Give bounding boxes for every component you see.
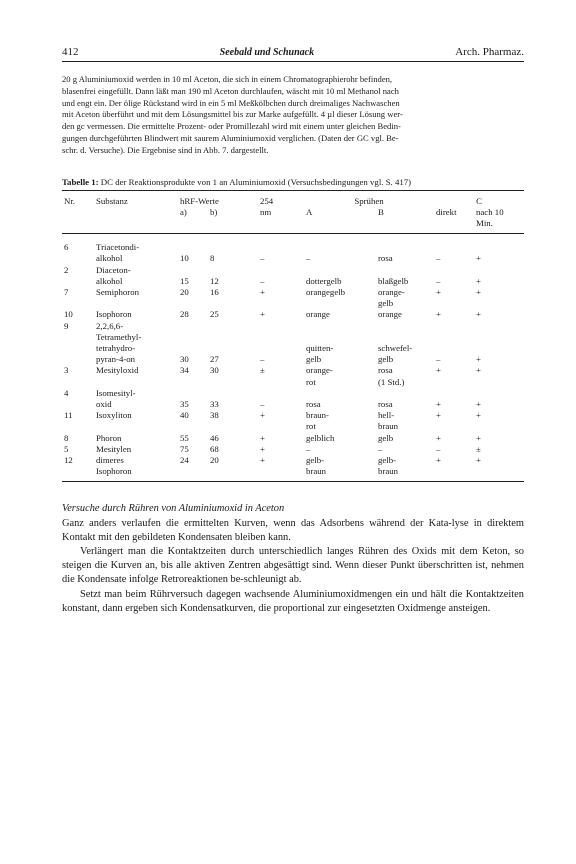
intro-line: gungen durchgeführten Blindwert mit saurem Aluminiumoxid verglichen. (Daten der GC vgl. Be- (62, 132, 399, 143)
intro-line: blasenfrei eingefüllt. Dann läßt man 190 ml Aceton durchlaufen, wäscht mit 10 ml Methanol nach (62, 85, 399, 96)
table-row (62, 365, 524, 376)
cell-spray-b (376, 388, 434, 399)
cell-c-direkt (434, 388, 474, 399)
cell-hrf-b (208, 332, 258, 343)
cell-hrf-b: 12 (210, 275, 219, 286)
cell-hrf-a (178, 421, 208, 432)
cell-hrf-a: 20 (180, 287, 189, 297)
cell-spray-a: braun (304, 466, 376, 482)
cell-spray-b: gelb (378, 432, 394, 443)
cell-c-direkt: – (436, 354, 441, 365)
table-row (62, 253, 524, 264)
cell-c-direkt (434, 298, 474, 309)
col-header-b: b) (208, 207, 258, 234)
cell-254nm: + (260, 410, 265, 421)
cell-c-nach: + (476, 287, 481, 297)
cell-spray-b (376, 332, 434, 343)
cell-c-nach (474, 265, 524, 276)
intro-paragraph (62, 74, 524, 157)
cell-c-direkt: + (436, 399, 441, 410)
cell-nr: 6 (64, 242, 69, 253)
cell-hrf-a (178, 321, 208, 332)
cell-c-nach: + (476, 253, 481, 264)
cell-spray-a: orange- (306, 365, 333, 376)
cell-spray-b: braun (378, 421, 399, 432)
cell-spray-b: orange (378, 309, 402, 320)
table-row (62, 332, 524, 343)
cell-c-nach: + (476, 410, 481, 421)
cell-hrf-b: 27 (210, 354, 219, 365)
table-row (62, 354, 524, 365)
cell-c-nach (474, 242, 524, 253)
cell-c-direkt (434, 343, 474, 354)
section-paragraph: Verlängert man die Kontaktzeiten durch unterschiedlich langes Rühren des Oxids mit dem Keton, so steigen die Kurven an, bis alle aktiven Zentren abgesättigt sind. Wenn dieser Punkt überschritten ist, nehmen die Kondensate infolge Retroreaktionen be-schleunigt ab. (62, 546, 524, 586)
cell-hrf-b: 16 (210, 287, 219, 297)
cell-c-direkt (434, 377, 474, 388)
cell-nr: 3 (64, 365, 69, 376)
cell-hrf-b: 20 (210, 455, 219, 466)
cell-c-direkt (434, 321, 474, 332)
cell-hrf-a: 75 (180, 443, 189, 454)
cell-spray-b: braun (376, 466, 434, 482)
cell-hrf-a: 28 (180, 309, 189, 320)
col-header-substanz: Substanz (94, 190, 178, 207)
cell-254nm: – (260, 253, 265, 264)
cell-c-nach (474, 321, 524, 332)
cell-hrf-a: 30 (180, 354, 189, 365)
cell-254nm: + (260, 443, 265, 454)
cell-spray-b: orange- (378, 287, 405, 297)
section-title: Versuche durch Rühren von Aluminiumoxid in Aceton (62, 503, 285, 515)
col-header-c: C (434, 190, 524, 207)
cell-spray-a: rot (306, 421, 316, 432)
cell-c-nach: + (476, 365, 481, 376)
section-paragraph: Setzt man beim Rührversuch dagegen wachsende Aluminiumoxidmengen ein und hält die Kontaktzeiten konstant, dann ergeben sich Kondensatkurven, die proportional zur eingesetzten Oxidmenge ansteigen. (62, 588, 524, 614)
cell-spray-b: gelb- (378, 455, 397, 466)
cell-substanz: Diaceton- (96, 264, 131, 275)
cell-hrf-b: 46 (210, 432, 219, 443)
cell-hrf-b (208, 242, 258, 253)
cell-hrf-a: 35 (180, 399, 189, 410)
cell-nr (62, 298, 94, 309)
cell-hrf-b (208, 377, 258, 388)
intro-line: und engt ein. Der ölige Rückstand wird in ein 5 ml Meßkölbchen durch dreimaliges Nachwaschen (62, 97, 400, 108)
intro-line: mit Aceton überführt und mit dem Lösungsmittel bis zur Marke aufgefüllt. 4 µl dieser Lösung wer- (62, 109, 403, 120)
cell-spray-a: – (306, 443, 311, 454)
page (62, 46, 524, 616)
cell-hrf-b (208, 321, 258, 332)
cell-spray-a: braun- (306, 410, 329, 421)
cell-spray-a (304, 242, 376, 253)
cell-substanz (94, 421, 178, 432)
cell-c-nach: ± (476, 443, 481, 454)
cell-spray-a (304, 388, 376, 399)
cell-substanz: Isoxyliton (96, 410, 132, 421)
intro-line: 20 g Aluminiumoxid werden in 10 ml Aceton, die sich in einem Chromatographierohr befinden, (62, 74, 393, 84)
cell-254nm (258, 265, 304, 276)
cell-nr: 12 (64, 455, 73, 466)
table-header-row (62, 190, 524, 207)
table-row (62, 343, 524, 354)
cell-c-nach: + (476, 455, 481, 466)
cell-spray-a: orangegelb (306, 287, 346, 297)
table-caption-text: DC der Reaktionsprodukte von 1 an Aluminiumoxid (Versuchsbedingungen vgl. S. 417) (100, 176, 412, 187)
table-row (62, 287, 524, 298)
cell-hrf-a (178, 388, 208, 399)
cell-hrf-b: 38 (210, 410, 219, 421)
cell-hrf-b: 68 (210, 443, 219, 454)
cell-c-direkt: + (436, 365, 441, 376)
cell-substanz: 2,2,6,6- (96, 320, 124, 331)
table-row (62, 455, 524, 466)
cell-c-direkt (434, 242, 474, 253)
cell-254nm: + (260, 455, 265, 466)
cell-spray-a (304, 298, 376, 309)
cell-254nm (258, 466, 304, 482)
table-row (62, 433, 524, 444)
cell-substanz: Tetramethyl- (96, 331, 142, 342)
table-row (62, 444, 524, 455)
cell-254nm (258, 242, 304, 253)
cell-c-direkt (434, 265, 474, 276)
cell-spray-b: rosa (378, 253, 393, 264)
table-caption-label: Tabelle 1: (62, 176, 99, 187)
cell-nr: 10 (64, 309, 73, 320)
table-caption (62, 177, 524, 190)
cell-nr: 8 (64, 432, 69, 443)
table-row (62, 309, 524, 320)
cell-substanz: pyran-4-on (96, 354, 136, 365)
cell-254nm (258, 421, 304, 432)
cell-hrf-b: 33 (210, 399, 219, 410)
cell-spray-a: rot (306, 376, 316, 387)
cell-hrf-a: 10 (180, 253, 189, 264)
cell-254nm: + (260, 432, 265, 443)
cell-nr (62, 332, 94, 343)
cell-spray-b (376, 321, 434, 332)
cell-c-direkt (434, 421, 474, 432)
table-row (62, 399, 524, 410)
running-authors: Seebald und Schunack (219, 47, 315, 58)
cell-hrf-a (178, 242, 208, 253)
cell-substanz: dimeres (96, 455, 124, 466)
cell-spray-b: rosa (378, 365, 393, 376)
cell-nr (62, 343, 94, 354)
cell-substanz: Isophoron (94, 466, 178, 482)
results-table (62, 190, 524, 483)
cell-c-direkt: + (436, 287, 441, 297)
table-row (62, 298, 524, 309)
cell-spray-a (304, 265, 376, 276)
running-header (62, 46, 524, 62)
cell-spray-a: gelblich (306, 432, 335, 443)
cell-hrf-a: 55 (180, 432, 189, 443)
cell-254nm (258, 388, 304, 399)
cell-hrf-a: 24 (180, 455, 189, 466)
col-header-254: 254 (258, 190, 304, 207)
cell-hrf-b (208, 265, 258, 276)
cell-spray-b (376, 265, 434, 276)
cell-hrf-a (178, 265, 208, 276)
cell-c-nach (474, 377, 524, 388)
cell-254nm (258, 321, 304, 332)
cell-c-nach (474, 388, 524, 399)
cell-254nm: + (260, 287, 265, 297)
cell-c-nach (474, 421, 524, 432)
cell-hrf-a (178, 343, 208, 354)
cell-substanz: Mesitylen (96, 443, 132, 454)
cell-nr: 7 (64, 287, 69, 297)
cell-spray-a: gelb (306, 354, 322, 365)
table-subheader-row (62, 207, 524, 234)
col-header-direkt: direkt (434, 207, 474, 234)
cell-nr (62, 399, 94, 410)
table-row (62, 242, 524, 253)
cell-spray-a: gelb- (306, 455, 325, 466)
cell-254nm (258, 332, 304, 343)
cell-254nm: ± (260, 365, 265, 376)
section (62, 502, 524, 616)
col-header-nr: Nr. (62, 190, 94, 207)
table-row (62, 466, 524, 482)
cell-spray-b: blaßgelb (378, 275, 409, 286)
journal-name: Arch. Pharmaz. (455, 46, 524, 58)
table-row (62, 265, 524, 276)
cell-nr (62, 377, 94, 388)
cell-nr: 11 (64, 410, 73, 421)
page-number: 412 (62, 46, 79, 58)
table-row (62, 276, 524, 287)
cell-nr (62, 276, 94, 287)
cell-nr (62, 466, 94, 482)
cell-nr (62, 253, 94, 264)
cell-254nm (258, 377, 304, 388)
cell-c-nach (474, 343, 524, 354)
cell-hrf-b (208, 466, 258, 482)
cell-substanz: Isomesityl- (96, 387, 136, 398)
cell-nr: 2 (64, 264, 69, 275)
cell-spray-a: quitten- (306, 343, 334, 354)
cell-254nm (258, 298, 304, 309)
cell-254nm: – (260, 399, 265, 410)
cell-spray-a (304, 321, 376, 332)
cell-substanz: Triacetondi- (96, 242, 140, 253)
cell-hrf-a: 15 (180, 275, 189, 286)
section-paragraph: Ganz anders verlaufen die ermittelten Kurven, wenn das Adsorbens während der Kata-lyse in direktem Kontakt mit den gebildeten Kondensaten bleiben kann. (62, 517, 524, 543)
cell-substanz: alkohol (96, 253, 123, 264)
cell-c-direkt: + (436, 410, 441, 421)
cell-nr (62, 421, 94, 432)
cell-spray-b: (1 Std.) (378, 376, 405, 387)
table-body (62, 234, 524, 482)
cell-c-direkt: – (436, 275, 441, 286)
cell-hrf-b: 30 (210, 365, 219, 376)
col-header-a: a) (178, 207, 208, 234)
cell-c-nach: + (476, 309, 481, 320)
cell-spray-b: rosa (378, 399, 393, 410)
cell-spray-b: gelb (378, 354, 394, 365)
cell-substanz (94, 298, 178, 309)
cell-c-nach: + (476, 275, 481, 286)
cell-spray-b: hell- (378, 410, 395, 421)
cell-c-nach: + (476, 354, 481, 365)
cell-hrf-b (208, 343, 258, 354)
cell-hrf-a: 34 (180, 365, 189, 376)
cell-c-nach (474, 298, 524, 309)
cell-hrf-a (178, 466, 208, 482)
table-row (62, 421, 524, 432)
col-header-nach: nach 10 Min. (474, 207, 524, 234)
col-header-spruehen: Sprühen (304, 190, 434, 207)
col-header-hrf: hRF-Werte (178, 190, 258, 207)
cell-spray-a: rosa (306, 399, 321, 410)
cell-nr: 5 (64, 443, 69, 454)
cell-substanz: alkohol (96, 275, 123, 286)
table-row (62, 321, 524, 332)
cell-hrf-a (178, 298, 208, 309)
cell-c-nach: + (476, 399, 481, 410)
col-header-nm: nm (258, 207, 304, 234)
cell-c-direkt: – (436, 443, 441, 454)
cell-substanz: Semiphoron (96, 287, 140, 297)
cell-254nm: – (260, 275, 265, 286)
cell-spray-b: schwefel- (378, 343, 413, 354)
col-header-spray-b: B (376, 207, 434, 234)
cell-hrf-b: 8 (210, 253, 215, 264)
cell-nr: 9 (64, 320, 69, 331)
cell-c-direkt: + (436, 455, 441, 466)
cell-substanz: tetrahydro- (96, 343, 136, 354)
cell-c-nach: + (476, 432, 481, 443)
table-row (62, 388, 524, 399)
cell-spray-a: – (306, 253, 311, 264)
intro-line: den gc vermessen. Die ermittelte Prozent- oder Promillezahl wird mit einem unter gleichen Bedin- (62, 121, 401, 132)
cell-substanz (94, 377, 178, 388)
cell-c-direkt (434, 466, 474, 482)
cell-spray-b: gelb (378, 298, 394, 309)
cell-hrf-b (208, 388, 258, 399)
cell-spray-b: – (378, 443, 383, 454)
cell-hrf-a: 40 (180, 410, 189, 421)
cell-c-nach (474, 466, 524, 482)
col-header-spray-a: A (304, 207, 376, 234)
cell-c-direkt: + (436, 309, 441, 320)
cell-spray-a (304, 332, 376, 343)
cell-substanz: oxid (96, 399, 112, 410)
cell-hrf-a (178, 332, 208, 343)
cell-spray-a: dottergelb (306, 275, 342, 286)
cell-spray-a: orange (306, 309, 330, 320)
cell-hrf-b: 25 (210, 309, 219, 320)
cell-hrf-b (208, 421, 258, 432)
cell-c-nach (474, 332, 524, 343)
intro-line: schr. d. Versuche). Die Ergebnise sind in Abb. 7. dargestellt. (62, 144, 269, 155)
cell-254nm (258, 343, 304, 354)
cell-spray-b (376, 242, 434, 253)
cell-c-direkt (434, 332, 474, 343)
cell-nr: 4 (64, 387, 69, 398)
cell-nr (62, 354, 94, 365)
cell-c-direkt: – (436, 253, 441, 264)
cell-c-direkt: + (436, 432, 441, 443)
cell-254nm: – (260, 354, 265, 365)
cell-substanz: Isophoron (96, 309, 132, 320)
cell-hrf-b (208, 298, 258, 309)
cell-hrf-a (178, 377, 208, 388)
table-row (62, 377, 524, 388)
table-row (62, 410, 524, 421)
cell-substanz: Mesityloxid (96, 365, 139, 376)
cell-substanz: Phoron (96, 432, 122, 443)
cell-254nm: + (260, 309, 265, 320)
